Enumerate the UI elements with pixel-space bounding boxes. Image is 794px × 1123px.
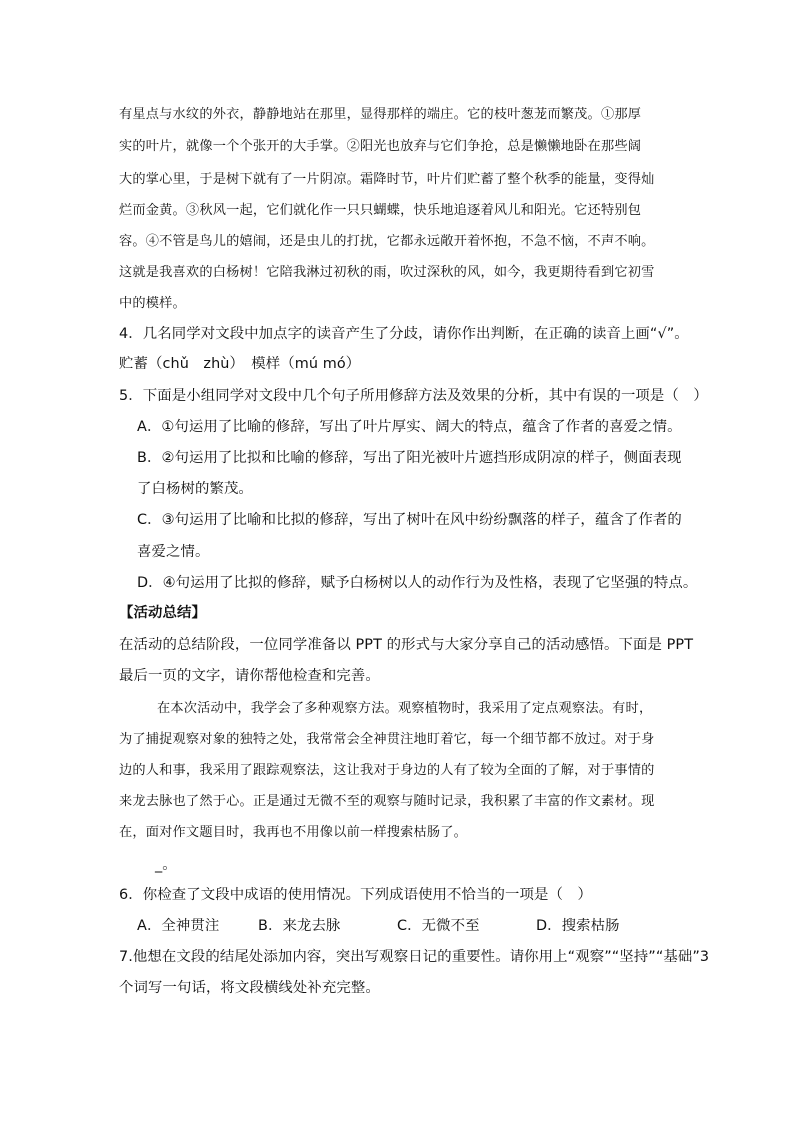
option-a: A．①句运用了比喻的修辞，写出了叶片厚实、阔大的特点，蕴含了作者的喜爱之情。 bbox=[137, 419, 682, 435]
passage-line: 有星点与水纹的外衣，静静地站在那里，显得那样的端庄。它的枝叶葱茏而繁茂。①那厚 bbox=[119, 107, 642, 122]
ppt-line: 在本次活动中，我学会了多种观察方法。观察植物时，我采用了定点观察法。有时， bbox=[157, 701, 653, 716]
ppt-line: 来龙去脉也了然于心。正是通过无微不至的观察与随时记录，我积累了丰富的作文素材。现 bbox=[119, 794, 655, 809]
passage-line: 烂而金黄。③秋风一起，它们就化作一只只蝴蝶，快乐地追逐着风儿和阳光。它还特别包 bbox=[119, 203, 642, 218]
intro-line: 在活动的总结阶段，一位同学准备以 PPT 的形式与大家分享自己的活动感悟。下面是 PPT bbox=[119, 637, 694, 653]
section-title: 【活动总结】 bbox=[119, 605, 206, 621]
blank-line: _。 bbox=[155, 857, 177, 873]
option-b: B．②句运用了比拟和比喻的修辞，写出了阳光被叶片遮挡形成阴凉的样子，侧面表现 bbox=[137, 450, 682, 466]
option-c: C．无微不至 bbox=[397, 918, 480, 934]
ppt-line: 在，面对作文题目时，我再也不用像以前一样搜索枯肠了。 bbox=[119, 825, 468, 840]
intro-line: 最后一页的文字，请你帮他检查和完善。 bbox=[119, 668, 380, 684]
option-d: D．搜索枯肠 bbox=[536, 918, 620, 934]
ppt-line: 边的人和事，我采用了跟踪观察法，这让我对于身边的人有了较为全面的了解，对于事情的 bbox=[119, 763, 655, 778]
question-7-cont: 个词写一句话，将文段横线处补充完整。 bbox=[119, 980, 380, 996]
option-c-cont: 喜爱之情。 bbox=[137, 544, 210, 560]
question-7: 7.他想在文段的结尾处添加内容，突出写观察日记的重要性。请你用上“观察”“坚持”“基础”3 bbox=[119, 949, 710, 965]
passage-line: 这就是我喜欢的白杨树！它陪我淋过初秋的雨，吹过深秋的风，如今，我更期待看到它初雪 bbox=[119, 265, 655, 280]
passage-line: 容。④不管是鸟儿的嬉闹，还是虫儿的打扰，它都永远敞开着怀抱，不急不恼，不声不响。 bbox=[119, 234, 655, 249]
passage-line: 大的掌心里，于是树下就有了一片阴凉。霜降时节，叶片们贮蓄了整个秋季的能量，变得灿 bbox=[119, 172, 655, 187]
option-b-cont: 了白杨树的繁茂。 bbox=[137, 481, 253, 497]
option-a: A．全神贯注 bbox=[137, 918, 220, 934]
question-5: 5．下面是小组同学对文段中几个句子所用修辞方法及效果的分析，其中有误的一项是（ ） bbox=[119, 388, 708, 404]
option-c: C．③句运用了比喻和比拟的修辞，写出了树叶在风中纷纷飘落的样子，蕴含了作者的 bbox=[137, 512, 682, 528]
ppt-line: 为了捕捉观察对象的独特之处，我常常会全神贯注地盯着它，每一个细节都不放过。对于身 bbox=[119, 732, 655, 747]
option-d: D．④句运用了比拟的修辞，赋予白杨树以人的动作行为及性格，表现了它坚强的特点。 bbox=[137, 575, 698, 591]
question-6: 6．你检查了文段中成语的使用情况。下列成语使用不恰当的一项是（ ） bbox=[119, 887, 592, 903]
passage-line: 中的模样。 bbox=[119, 296, 186, 311]
question-4: 4．几名同学对文段中加点字的读音产生了分歧，请你作出判断，在正确的读音上画“√”。 bbox=[119, 326, 689, 342]
question-4-options: 贮蓄（chǔ zhù） 模样（mú mó） bbox=[119, 356, 361, 372]
passage-line: 实的叶片，就像一个个张开的大手掌。②阳光也放弃与它们争抢，总是懒懒地卧在那些阔 bbox=[119, 139, 642, 154]
option-b: B．来龙去脉 bbox=[258, 918, 341, 934]
